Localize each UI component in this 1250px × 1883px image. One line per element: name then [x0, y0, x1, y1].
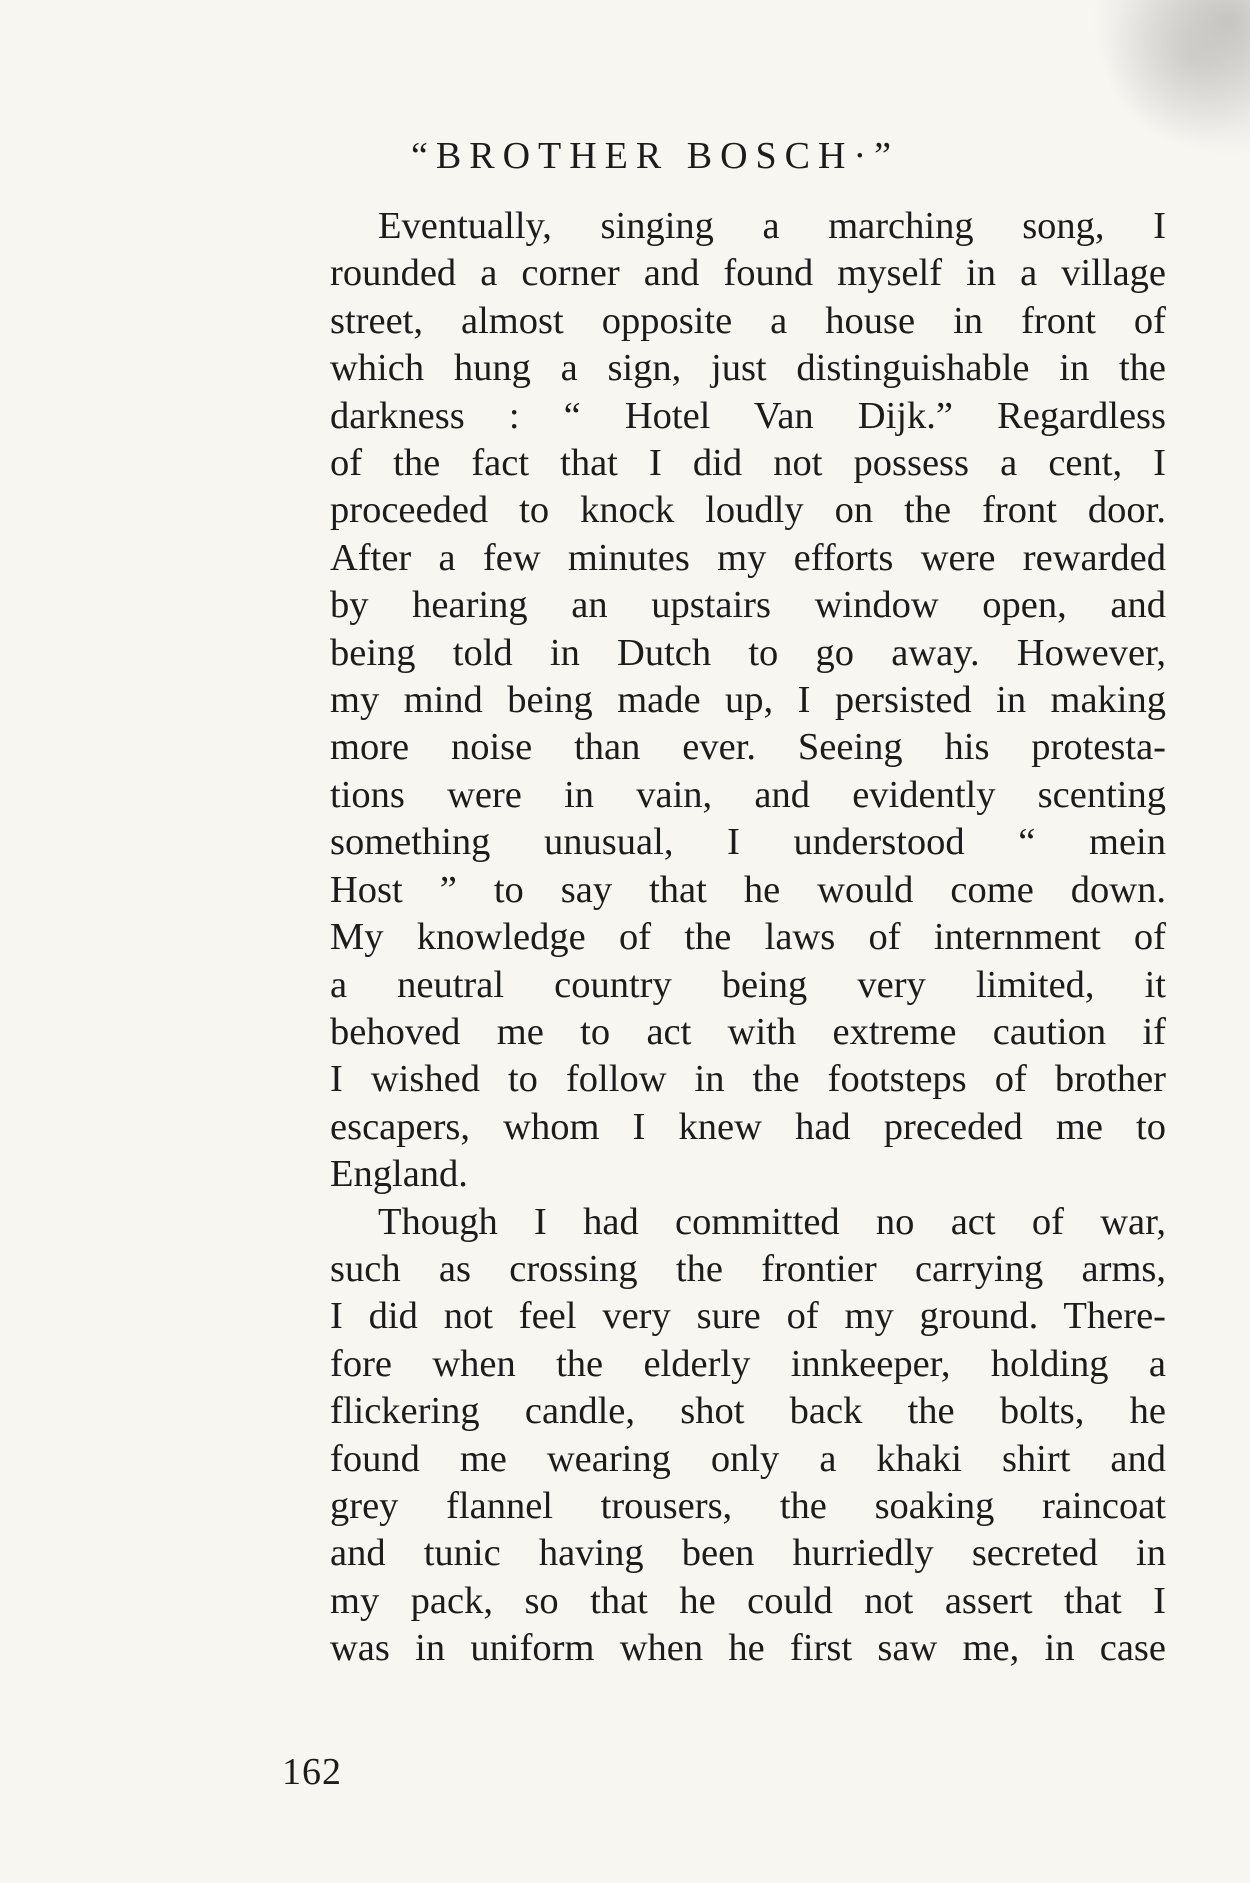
text-line: rounded a corner and found myself in a village: [330, 252, 1166, 295]
text-line: more noise than ever. Seeing his protesta-: [330, 726, 1166, 769]
text-line: After a few minutes my efforts were rewarded: [330, 536, 1166, 579]
text-line: my mind being made up, I persisted in making: [330, 679, 1166, 722]
text-line: was in uniform when he first saw me, in case: [330, 1627, 1166, 1670]
text-line: My knowledge of the laws of internment of: [330, 916, 1166, 959]
text-line: being told in Dutch to go away. However,: [330, 631, 1166, 674]
text-line: which hung a sign, just distinguishable in the: [330, 347, 1166, 390]
paragraph-2: [282, 1199, 1166, 1673]
page-number: 162: [282, 1751, 342, 1793]
text-line: a neutral country being very limited, it: [330, 963, 1166, 1006]
text-line: tions were in vain, and evidently scenting: [330, 773, 1166, 816]
text-line: behoved me to act with extreme caution if: [330, 1010, 1166, 1053]
text-line: I did not feel very sure of my ground. There-: [330, 1295, 1166, 1338]
text-line: Eventually, singing a marching song, I: [378, 205, 1166, 247]
paragraph-1: [282, 203, 1166, 1199]
text-line: escapers, whom I knew had preceded me to: [330, 1105, 1166, 1148]
text-line: Host ” to say that he would come down.: [330, 868, 1166, 911]
text-line: street, almost opposite a house in front of: [330, 299, 1166, 342]
text-line: something unusual, I understood “ mein: [330, 821, 1166, 864]
text-line: found me wearing only a khaki shirt and: [330, 1437, 1166, 1480]
text-line: I wished to follow in the footsteps of brother: [330, 1058, 1166, 1101]
text-line: of the fact that I did not possess a cent, I: [330, 442, 1166, 485]
text-line: such as crossing the frontier carrying arms,: [330, 1247, 1166, 1290]
text-line: grey flannel trousers, the soaking raincoat: [330, 1484, 1166, 1527]
text-line: proceeded to knock loudly on the front door.: [330, 489, 1166, 532]
text-line: flickering candle, shot back the bolts, he: [330, 1390, 1166, 1433]
text-line: my pack, so that he could not assert that I: [330, 1579, 1166, 1622]
text-line: England.: [330, 1153, 468, 1196]
text-line: and tunic having been hurriedly secreted in: [330, 1532, 1166, 1575]
text-line: by hearing an upstairs window open, and: [330, 584, 1166, 627]
body-text: [282, 203, 1166, 1673]
running-head: “BROTHER BOSCH·”: [411, 135, 899, 177]
text-line: Though I had committed no act of war,: [378, 1200, 1166, 1243]
text-line: fore when the elderly innkeeper, holding a: [330, 1342, 1166, 1385]
text-line: darkness : “ Hotel Van Dijk.” Regardless: [330, 394, 1166, 437]
